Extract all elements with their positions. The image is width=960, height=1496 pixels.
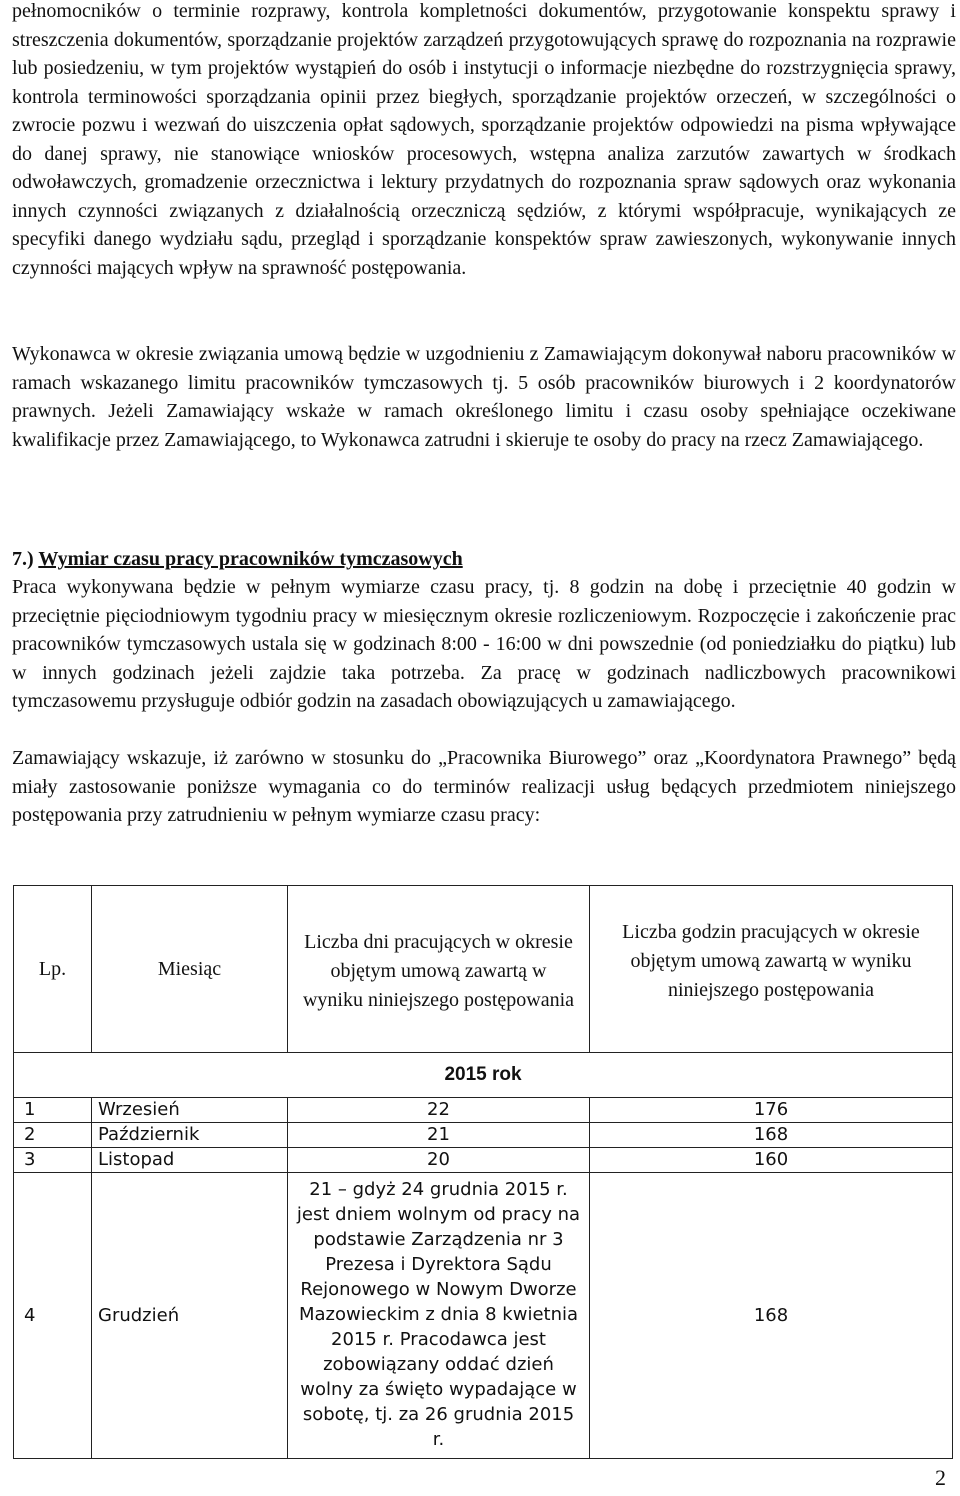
header-lp: Lp.: [14, 886, 92, 1053]
row-hours: 168: [590, 1173, 953, 1459]
section-number: 7.): [12, 548, 34, 570]
row-month: Wrzesień: [92, 1098, 288, 1123]
row-hours: 160: [590, 1148, 953, 1173]
paragraph-recruitment: Wykonawca w okresie związania umową będzie w uzgodnieniu z Zamawiającym dokonywał naboru pracowników w ramach wskazanego limitu pracowników tymczasowych tj. 5 osób pracowników biurowych i 2 koordynatorów prawnych. Jeżeli Zamawiający wskaże w ramach określonego limitu i czasu osoby spełniające oczekiwane kwalifikacje przez Zamawiającego, to Wykonawca zatrudni i skieruje te osoby do pracy na rzecz Zamawiającego.: [12, 343, 956, 451]
section-heading: [12, 545, 952, 573]
row-month: Grudzień: [92, 1173, 288, 1459]
header-days-label: Liczba dni pracujących w okresie objętym umową zawartą w wyniku niniejszego postępowania: [302, 930, 575, 1011]
header-days: [288, 886, 590, 1053]
section-title: Wymiar czasu pracy pracowników tymczasowych: [38, 548, 463, 570]
paragraph-duties: pełnomocników o terminie rozprawy, kontrola kompletności dokumentów, przygotowanie konspektu sprawy i streszczenia dokumentów, sporządzanie projektów zarządzeń przygotowujących sprawę do rozpoznania na rozprawie lub posiedzeniu, w tym projektów wystąpień do osób i instytucji o informacje niezbędne do rozstrzygnięcia sprawy, kontrola terminowości sporządzania opinii przez biegłych, sporządzanie projektów orzeczeń, w szczególności o zwrocie pozwu i wezwań do uiszczenia opłat sądowych, sporządzanie projektów odpowiedzi na pisma wpływające do danej sprawy, nie stanowiące wniosków procesowych, wstępna analiza zarzutów zawartych w środkach odwoławczych, gromadzenie orzecznictwa i lektury przydatnych do rozpoznania spraw sądowych oraz wykonania innych czynności związanych z działalnością orzeczniczą sędziów, z którymi współpracuje, wynikających ze specyfiki danego wydziału sądu, przegląd i sporządzanie konspektów spraw zawieszonych, wykonywanie innych czynności mających wpływ na sprawność postępowania.: [12, 0, 956, 279]
year-row: [14, 1053, 953, 1098]
row-hours: 176: [590, 1098, 953, 1123]
row-days-note-text: 21 – gdyż 24 grudnia 2015 r. jest dniem wolnym od pracy na podstawie Zarządzenia nr 3 Prezesa i Dyrektora Sądu Rejonowego w Nowym Dworze Mazowieckim z dnia 8 kwietnia 2015 r. Pracodawca jest zobowiązany oddać dzień wolny za święto wypadające w sobotę, tj. za 26 grudnia 2015 r.: [296, 1179, 581, 1450]
paragraph-requirements: Zamawiający wskazuje, iż zarówno w stosunku do „Pracownika Biurowego” oraz „Koordynatora Prawnego” będą miały zastosowanie poniższe wymagania co do terminów realizacji usług będących przedmiotem niniejszego postępowania przy zatrudnieniu w pełnym wymiarze czasu pracy:: [12, 747, 956, 826]
row-days: 21: [288, 1123, 590, 1148]
row-lp: 4: [14, 1173, 92, 1459]
row-month: Październik: [92, 1123, 288, 1148]
table-row: [14, 1173, 953, 1459]
row-lp: 1: [14, 1098, 92, 1123]
row-lp: 2: [14, 1123, 92, 1148]
row-lp: 3: [14, 1148, 92, 1173]
row-days: 22: [288, 1098, 590, 1123]
row-days: 20: [288, 1148, 590, 1173]
header-hours: [590, 886, 953, 1053]
row-hours: 168: [590, 1123, 953, 1148]
table-header-row: [14, 886, 953, 1053]
header-month: Miesiąc: [92, 886, 288, 1053]
page-number: 2: [935, 1465, 946, 1490]
header-hours-label: Liczba godzin pracujących w okresie objętym umową zawartą w wyniku niniejszego postępowania: [622, 920, 920, 1001]
paragraph-working-time: Praca wykonywana będzie w pełnym wymiarze czasu pracy, tj. 8 godzin na dobę i przeciętnie 40 godzin w przeciętnie pięciodniowym tygodniu pracy w miesięcznym okresie rozliczeniowym. Rozpoczęcie i zakończenie prac pracowników tymczasowych ustala się w godzinach 8:00 - 16:00 w dni powszednie (od poniedziałku do piątku) lub w innych godzinach jeżeli zajdzie taka potrzeba. Za pracę w godzinach nadliczbowych pracownikowi tymczasowemu przysługuje odbiór godzin na zasadach obowiązujących u zamawiającego.: [12, 576, 956, 712]
year-label: 2015 rok: [14, 1053, 953, 1098]
row-days-note: [288, 1173, 590, 1459]
table-row: [14, 1148, 953, 1173]
table-row: [14, 1098, 953, 1123]
row-month: Listopad: [92, 1148, 288, 1173]
working-days-table: [13, 885, 953, 1459]
table-row: [14, 1123, 953, 1148]
